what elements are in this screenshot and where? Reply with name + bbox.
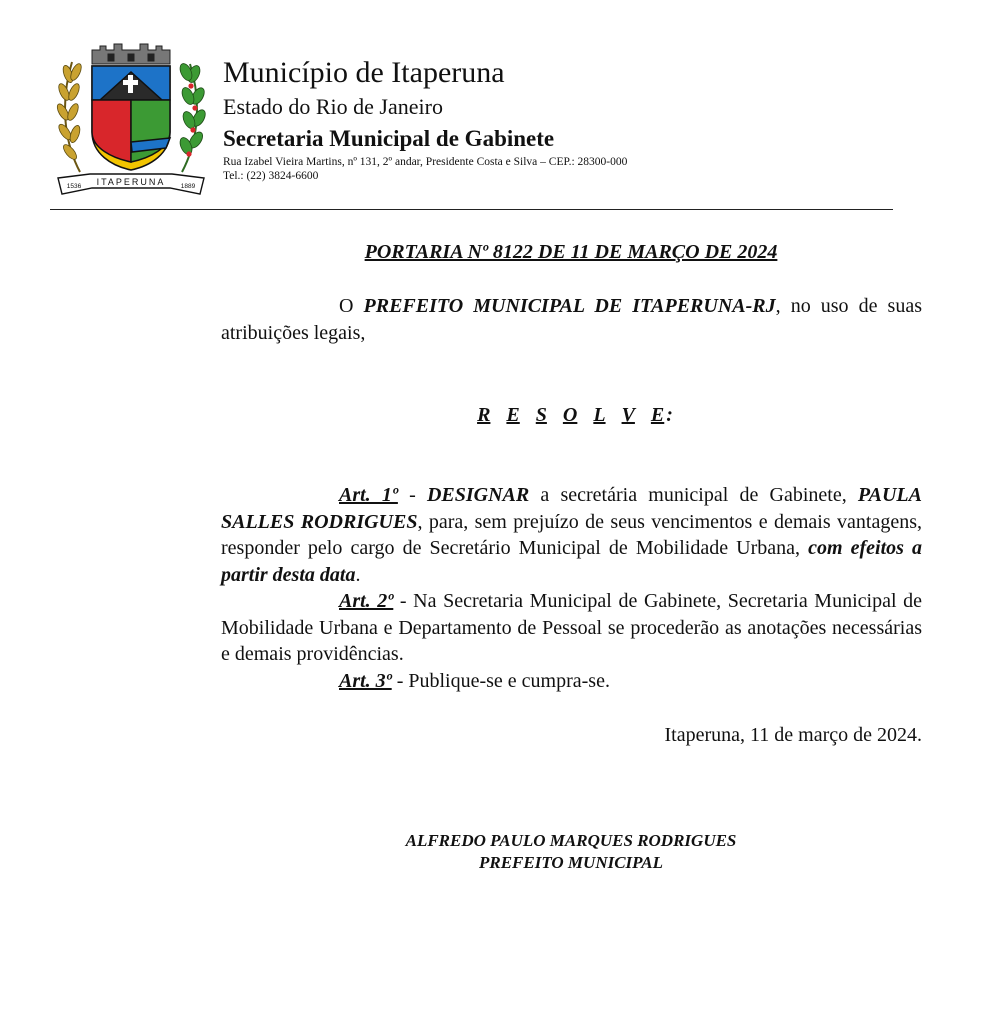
article-1-label: Art. 1º [339,484,398,506]
article-1-verb: DESIGNAR [426,484,530,506]
mural-crown-icon [92,44,170,64]
municipality-title: Município de Itaperuna [223,56,505,89]
phone-line: Tel.: (22) 3824-6600 [223,170,319,182]
resolve-letter: R [477,404,491,426]
article-3-text: - Publique-se e cumpra-se. [391,669,610,692]
crest-banner [58,174,204,194]
state-name: Estado do Rio de Janeiro [223,94,443,119]
article-1-text-cont: , para, sem prejuízo de seus vencimentos e demais vantagens, responder pelo cargo de Secretário Municipal de Mobilidade Urbana, [221,510,923,559]
article-1-text: a secretária municipal de Gabinete, [529,484,858,506]
article-2-text: - Na Secretaria Municipal de Gabinete, Secretaria Municipal de Mobilidade Urbana e Departamento de Pessoal se procederão as anotações necessárias e demais providências. [221,590,922,665]
document-title: PORTARIA Nº 8122 DE 11 DE MARÇO DE 2024 [364,241,778,263]
laurel-branch-left-icon [55,62,83,172]
article-1 [221,482,922,588]
date-line: Itaperuna, 11 de março de 2024. [664,724,922,746]
article-1-effect: com efeitos a partir desta data [221,537,923,586]
intro-authority: PREFEITO MUNICIPAL DE ITAPERUNA-RJ [363,295,776,317]
crest-banner-text: ITAPERUNA [96,177,166,187]
article-2-label: Art. 2º [339,590,394,612]
intro-end: , no uso de suas atribuições legais, [221,295,922,344]
resolve-letter: O [562,404,578,426]
articles-section [221,482,922,694]
crest-year-right: 1889 [180,183,196,190]
resolve-letter: L [593,404,606,426]
address-line: Rua Izabel Vieira Martins, nº 131, 2º andar, Presidente Costa e Silva – CEP.: 28300-000 [223,156,628,168]
resolve-letter: S [535,404,547,426]
resolve-letter: E [506,404,520,426]
intro-start: O [339,295,364,317]
intro-paragraph [221,293,922,346]
article-1-separator: - [397,484,427,506]
article-2 [221,588,922,668]
resolve-heading [220,401,922,429]
crest-year-left: 1536 [66,183,82,190]
resolve-letter: V [621,404,635,426]
signer-name: ALFREDO PAULO MARQUES RODRIGUES [405,831,737,850]
article-3-label: Art. 3º [339,669,392,692]
article-1-end: . [355,563,361,586]
signer-role: PREFEITO MUNICIPAL [478,853,664,872]
header-divider [50,209,893,210]
coat-of-arms-logo [50,42,212,198]
article-1-person: PAULA SALLES RODRIGUES [221,484,922,533]
resolve-letter: E [650,404,665,426]
secretariat-name: Secretaria Municipal de Gabinete [223,126,555,151]
coffee-branch-right-icon [178,62,208,172]
article-3 [221,668,922,695]
resolve-colon: : [666,404,673,426]
